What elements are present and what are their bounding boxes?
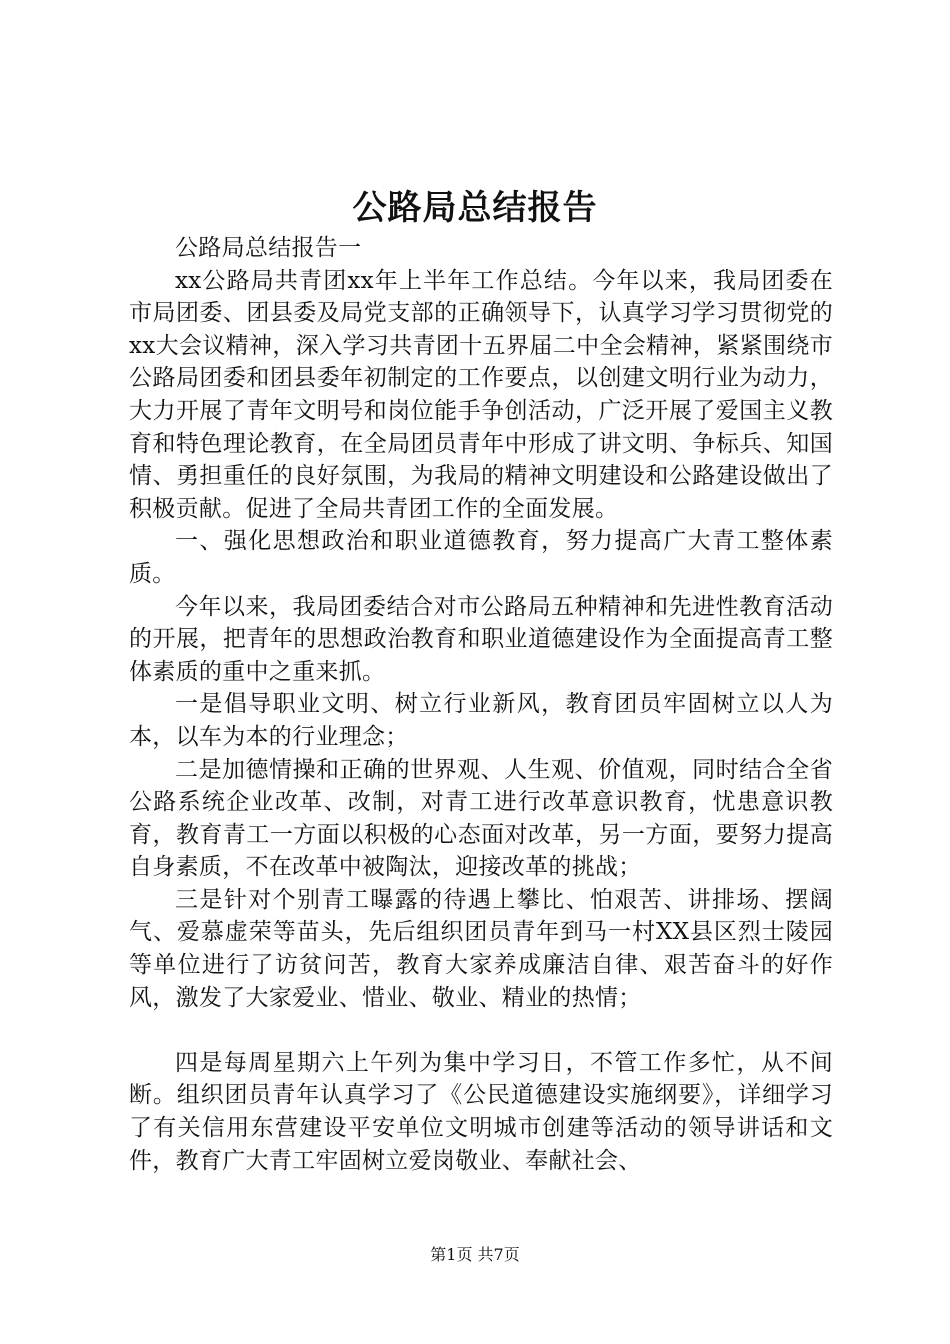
section-heading: 公路局总结报告一 — [175, 235, 362, 261]
body-paragraph: 二是加德情操和正确的世界观、人生观、价值观，同时结合全省公路系统企业改革、改制，对青工进行改革意识教育，忧患意识教育，教育青工一方面以积极的心态面对改革，另一方面，要努力提高自身素质，不在改革中被陶汰，迎接改革的挑战； — [129, 756, 833, 881]
body-paragraph: 三是针对个别青工曝露的待遇上攀比、怕艰苦、讲排场、摆阔气、爱慕虚荣等苗头，先后组织团员青年到马一村XX县区烈士陵园等单位进行了访贫问苦，教育大家养成廉洁自律、艰苦奋斗的好作风，激发了大家爱业、惜业、敬业、精业的热情； — [129, 886, 833, 1011]
page-footer: 第1页 共7页 — [430, 1245, 520, 1264]
document-title: 公路局总结报告 — [352, 188, 598, 228]
body-paragraph: 今年以来，我局团委结合对市公路局五种精神和先进性教育活动的开展，把青年的思想政治教育和职业道德建设作为全面提高青工整体素质的重中之重来抓。 — [129, 593, 833, 685]
body-paragraph: 一是倡导职业文明、树立行业新风，教育团员牢固树立以人为本，以车为本的行业理念； — [129, 691, 833, 750]
body-paragraph: xx公路局共青团xx年上半年工作总结。今年以来，我局团委在市局团委、团县委及局党支部的正确领导下，认真学习学习贯彻党的xx大会议精神，深入学习共青团十五界届二中全会精神，紧紧围绕市公路局团委和团县委年初制定的工作要点，以创建文明行业为动力，大力开展了青年文明号和岗位能手争创活动，广泛开展了爱国主义教育和特色理论教育，在全局团员青年中形成了讲文明、争标兵、知国情、勇担重任的良好氛围，为我局的精神文明建设和公路建设做出了积极贡献。促进了全局共青团工作的全面发展。 — [129, 267, 833, 522]
document-body — [129, 232, 833, 1177]
body-paragraph: 四是每周星期六上午列为集中学习日，不管工作多忙，从不间断。组织团员青年认真学习了《公民道德建设实施纲要》，详细学习了有关信用东营建设平安单位文明城市创建等活动的领导讲话和文件，教育广大青工牢固树立爱岗敬业、奉献社会、 — [129, 1049, 833, 1174]
body-paragraph: 一、强化思想政治和职业道德教育，努力提高广大青工整体素质。 — [129, 528, 833, 587]
